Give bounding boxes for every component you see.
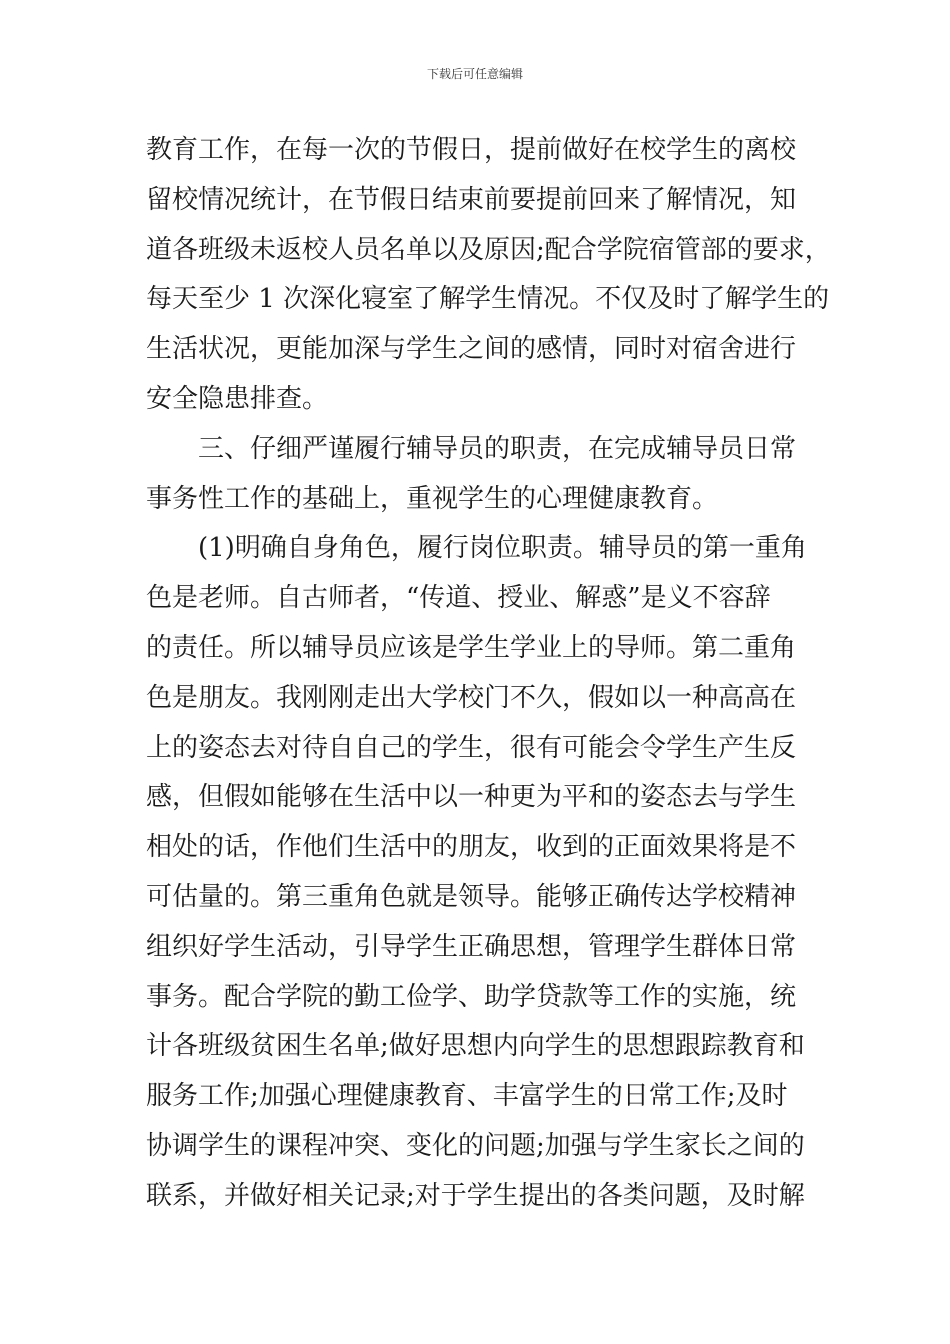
text-line: 上的姿态去对待自自己的学生，很有可能会令学生产生反	[146, 732, 797, 763]
paragraph-start-line: (1)明确自身角色，履行岗位职责。辅导员的第一重角	[198, 533, 807, 564]
text-line: 的责任。所以辅导员应该是学生学业上的导师。第二重角	[146, 632, 797, 663]
text-line: 联系，并做好相关记录;对于学生提出的各类问题，及时解	[146, 1180, 805, 1211]
text-line: 生活状况，更能加深与学生之间的感情，同时对宿舍进行	[146, 334, 797, 365]
text-line: 相处的话，作他们生活中的朋友，收到的正面效果将是不	[146, 832, 797, 863]
text-line: 协调学生的课程冲突、变化的问题;加强与学生家长之间的	[146, 1130, 805, 1161]
text-line: 道各班级未返校人员名单以及原因;配合学院宿管部的要求，	[146, 234, 831, 265]
text-line: 留校情况统计，在节假日结束前要提前回来了解情况，知	[146, 184, 797, 215]
paragraph-heading-line: 三、仔细严谨履行辅导员的职责，在完成辅导员日常	[198, 433, 797, 464]
text-line: 组织好学生活动，引导学生正确思想，管理学生群体日常	[146, 931, 797, 962]
text-line: 每天至少 1 次深化寝室了解学生情况。不仅及时了解学生的	[146, 284, 830, 315]
text-line: 色是朋友。我刚刚走出大学校门不久，假如以一种高高在	[146, 682, 797, 713]
document-body	[146, 126, 831, 1222]
text-line: 感，但假如能够在生活中以一种更为平和的姿态去与学生	[146, 782, 797, 813]
text-line: 安全隐患排查。	[146, 383, 329, 414]
text-line: 教育工作，在每一次的节假日，提前做好在校学生的离校	[146, 135, 797, 165]
text-line: 事务。配合学院的勤工俭学、助学贷款等工作的实施，统	[146, 981, 797, 1012]
text-line: 可估量的。第三重角色就是领导。能够正确传达学校精神	[146, 881, 797, 912]
page-header: 下载后可任意编辑	[426, 67, 523, 81]
text-line: 事务性工作的基础上，重视学生的心理健康教育。	[146, 483, 719, 514]
text-line: 计各班级贫困生名单;做好思想内向学生的思想跟踪教育和	[146, 1031, 805, 1062]
text-line: 服务工作;加强心理健康教育、丰富学生的日常工作;及时	[146, 1081, 788, 1112]
text-line: 色是老师。自古师者，“传道、授业、解惑”是义不容辞	[146, 583, 771, 614]
